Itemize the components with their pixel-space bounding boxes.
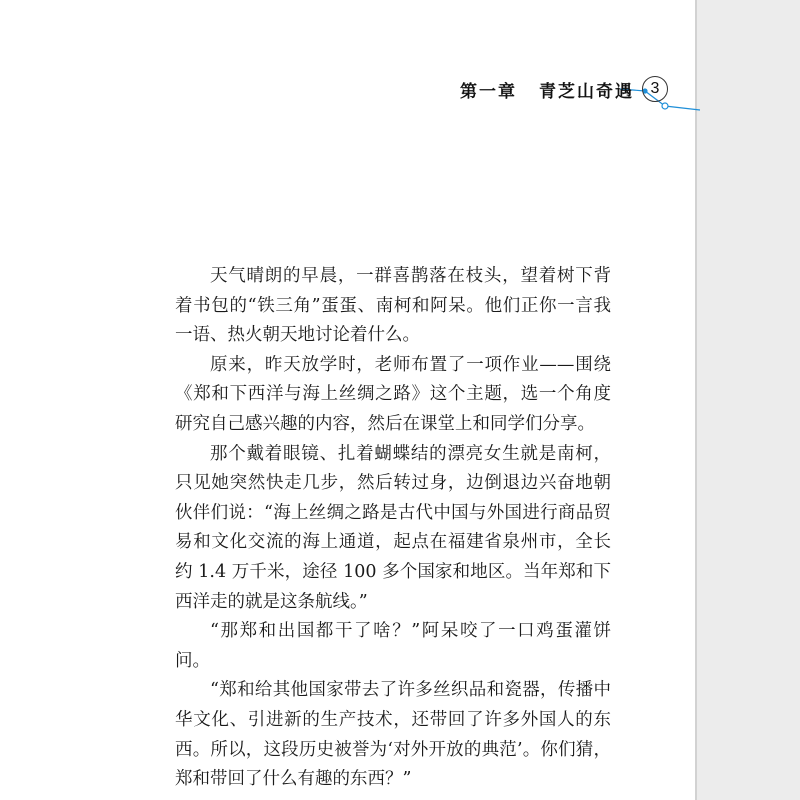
chapter-title: 青芝山奇遇: [539, 81, 634, 102]
chapter-label: 第一章: [460, 81, 517, 102]
paragraph: 原来，昨天放学时，老师布置了一项作业——围绕《郑和下西洋与海上丝绸之路》这个主题，选一个角度研究自己感兴趣的内容，然后在课堂上和同学们分享。: [175, 354, 611, 434]
paragraph: “那郑和出国都干了啥？”阿呆咬了一口鸡蛋灌饼问。: [175, 621, 611, 671]
paragraph: 那个戴着眼镜、扎着蝴蝶结的漂亮女生就是南柯，只见她突然快走几步，然后转过身，边倒退边兴奋地朝伙伴们说：“海上丝绸之路是古代中国与外国进行商品贸易和文化交流的海上通道，起点在福建省泉州市，全长约 1.4 万千米，途径 100 多个国家和地区。当年郑和下西洋走的就是这条航线。”: [175, 443, 611, 612]
paragraph: 天气晴朗的早晨，一群喜鹊落在枝头，望着树下背着书包的“铁三角”蛋蛋、南柯和阿呆。他们正你一言我一语、热火朝天地讨论着什么。: [175, 266, 611, 346]
page-number: 3: [642, 76, 668, 102]
page-edge-shadow: [696, 0, 800, 800]
running-header: [460, 74, 668, 104]
paragraph: “郑和给其他国家带去了许多丝织品和瓷器，传播中华文化、引进新的生产技术，还带回了许多外国人的东西。所以，这段历史被誉为‘对外开放的典范’。你们猜，郑和带回了什么有趣的东西？”: [175, 680, 611, 790]
body-text: [175, 262, 611, 795]
page-edge-line: [695, 0, 697, 800]
